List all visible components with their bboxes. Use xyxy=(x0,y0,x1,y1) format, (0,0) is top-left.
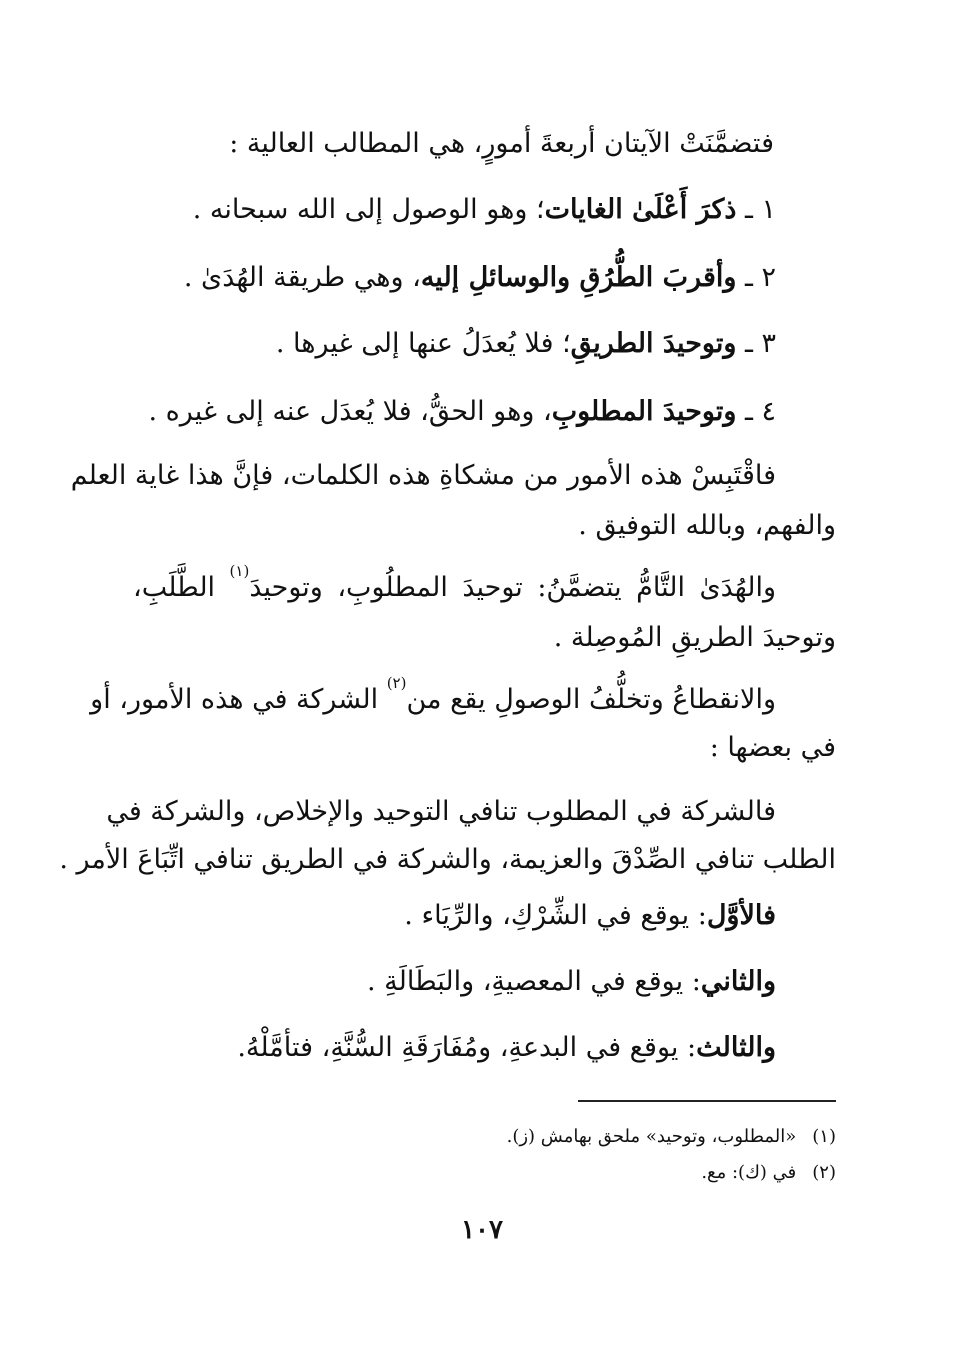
list-item-text: ؛ وهو الوصول إلى الله سبحانه . xyxy=(192,194,545,225)
list-item xyxy=(184,258,776,298)
list-item xyxy=(276,324,776,364)
outcome-line xyxy=(404,896,776,936)
paragraph-line: الطلب تنافي الصِّدْقَ والعزيمة، والشركة في الطريق تنافي اتِّبَاعَ الأمر . xyxy=(59,844,836,875)
list-item-text: ، وهو الحقُّ، فلا يُعدَل عنه إلى غيره . xyxy=(148,396,552,427)
outcome-label: والثالث xyxy=(696,1032,776,1063)
list-item-text: ، وهي طريقة الهُدَىٰ . xyxy=(183,262,421,293)
footnote-marker: (٢) xyxy=(386,674,407,692)
paragraph-line: في بعضها : xyxy=(709,732,836,763)
paragraph-line xyxy=(133,562,776,608)
list-item-number: ٣ ـ xyxy=(744,328,776,359)
paragraph-text: والهُدَىٰ التَّامُّ يتضمَّنُ: توحيدَ المطلُوبِ، وتوحيدَ xyxy=(249,572,776,603)
page-number: ١٠٧ xyxy=(461,1215,503,1245)
list-item-number: ٤ ـ xyxy=(744,396,776,427)
list-item-text: ؛ فلا يُعدَلُ عنها إلى غيرها . xyxy=(275,328,571,359)
paragraph-text: الشركة في هذه الأمور، أو xyxy=(90,684,387,715)
footnote-text: في (ك): مع. xyxy=(701,1162,797,1183)
paragraph-text: والانقطاعُ وتخلُّفُ الوصولِ يقع من xyxy=(406,684,776,715)
outcome-text: : يوقع في الشِّرْكِ، والرِّيَاء . xyxy=(404,900,707,931)
outcome-text: : يوقع في المعصيةِ، والبَطَالَةِ . xyxy=(366,966,701,997)
paragraph-line: والفهم، وبالله التوفيق . xyxy=(578,510,836,541)
footnote-divider xyxy=(578,1100,836,1102)
intro-line: فتضمَّنَتْ الآيتان أربعةَ أمورٍ، هي المطالب العالية : xyxy=(229,128,774,159)
list-item-bold: وتوحيدَ المطلوبِ xyxy=(551,396,737,427)
footnote-marker: (١) xyxy=(229,562,250,580)
paragraph-line: فاقْتَبِسْ هذه الأمور من مشكاةِ هذه الكلمات، فإنَّ هذا غاية العلم xyxy=(70,460,776,491)
list-item-number: ١ ـ xyxy=(744,194,776,225)
paragraph-line: فالشركة في المطلوب تنافي التوحيد والإخلاص، والشركة في xyxy=(106,796,776,827)
list-item-bold: ذكرَ أَعْلَىٰ الغايات xyxy=(544,194,737,225)
list-item xyxy=(193,190,776,230)
outcome-label: فالأوَّل xyxy=(706,900,776,931)
outcome-line xyxy=(367,962,776,1002)
outcome-line xyxy=(237,1028,776,1068)
paragraph-line: وتوحيدَ الطريقِ المُوصِلة . xyxy=(553,622,836,653)
list-item-bold: وأقربَ الطُّرُقِ والوسائلِ إليه xyxy=(420,262,737,293)
outcome-text: : يوقع في البدعةِ، ومُفَارَقَةِ السُّنَّةِ، فتأمَّلْهُ. xyxy=(237,1032,697,1063)
list-item xyxy=(148,392,776,432)
footnote xyxy=(701,1160,836,1186)
paragraph-line xyxy=(90,674,776,720)
footnote-number: (١) xyxy=(812,1126,836,1147)
footnote xyxy=(507,1124,836,1150)
footnote-text: «المطلوب، وتوحيد» ملحق بهامش (ز). xyxy=(506,1126,797,1147)
list-item-bold: وتوحيدَ الطريقِ xyxy=(570,328,737,359)
list-item-number: ٢ ـ xyxy=(744,262,776,293)
outcome-label: والثاني xyxy=(700,966,776,997)
footnote-number: (٢) xyxy=(812,1162,836,1183)
paragraph-text: الطَّلَبِ، xyxy=(133,572,230,603)
